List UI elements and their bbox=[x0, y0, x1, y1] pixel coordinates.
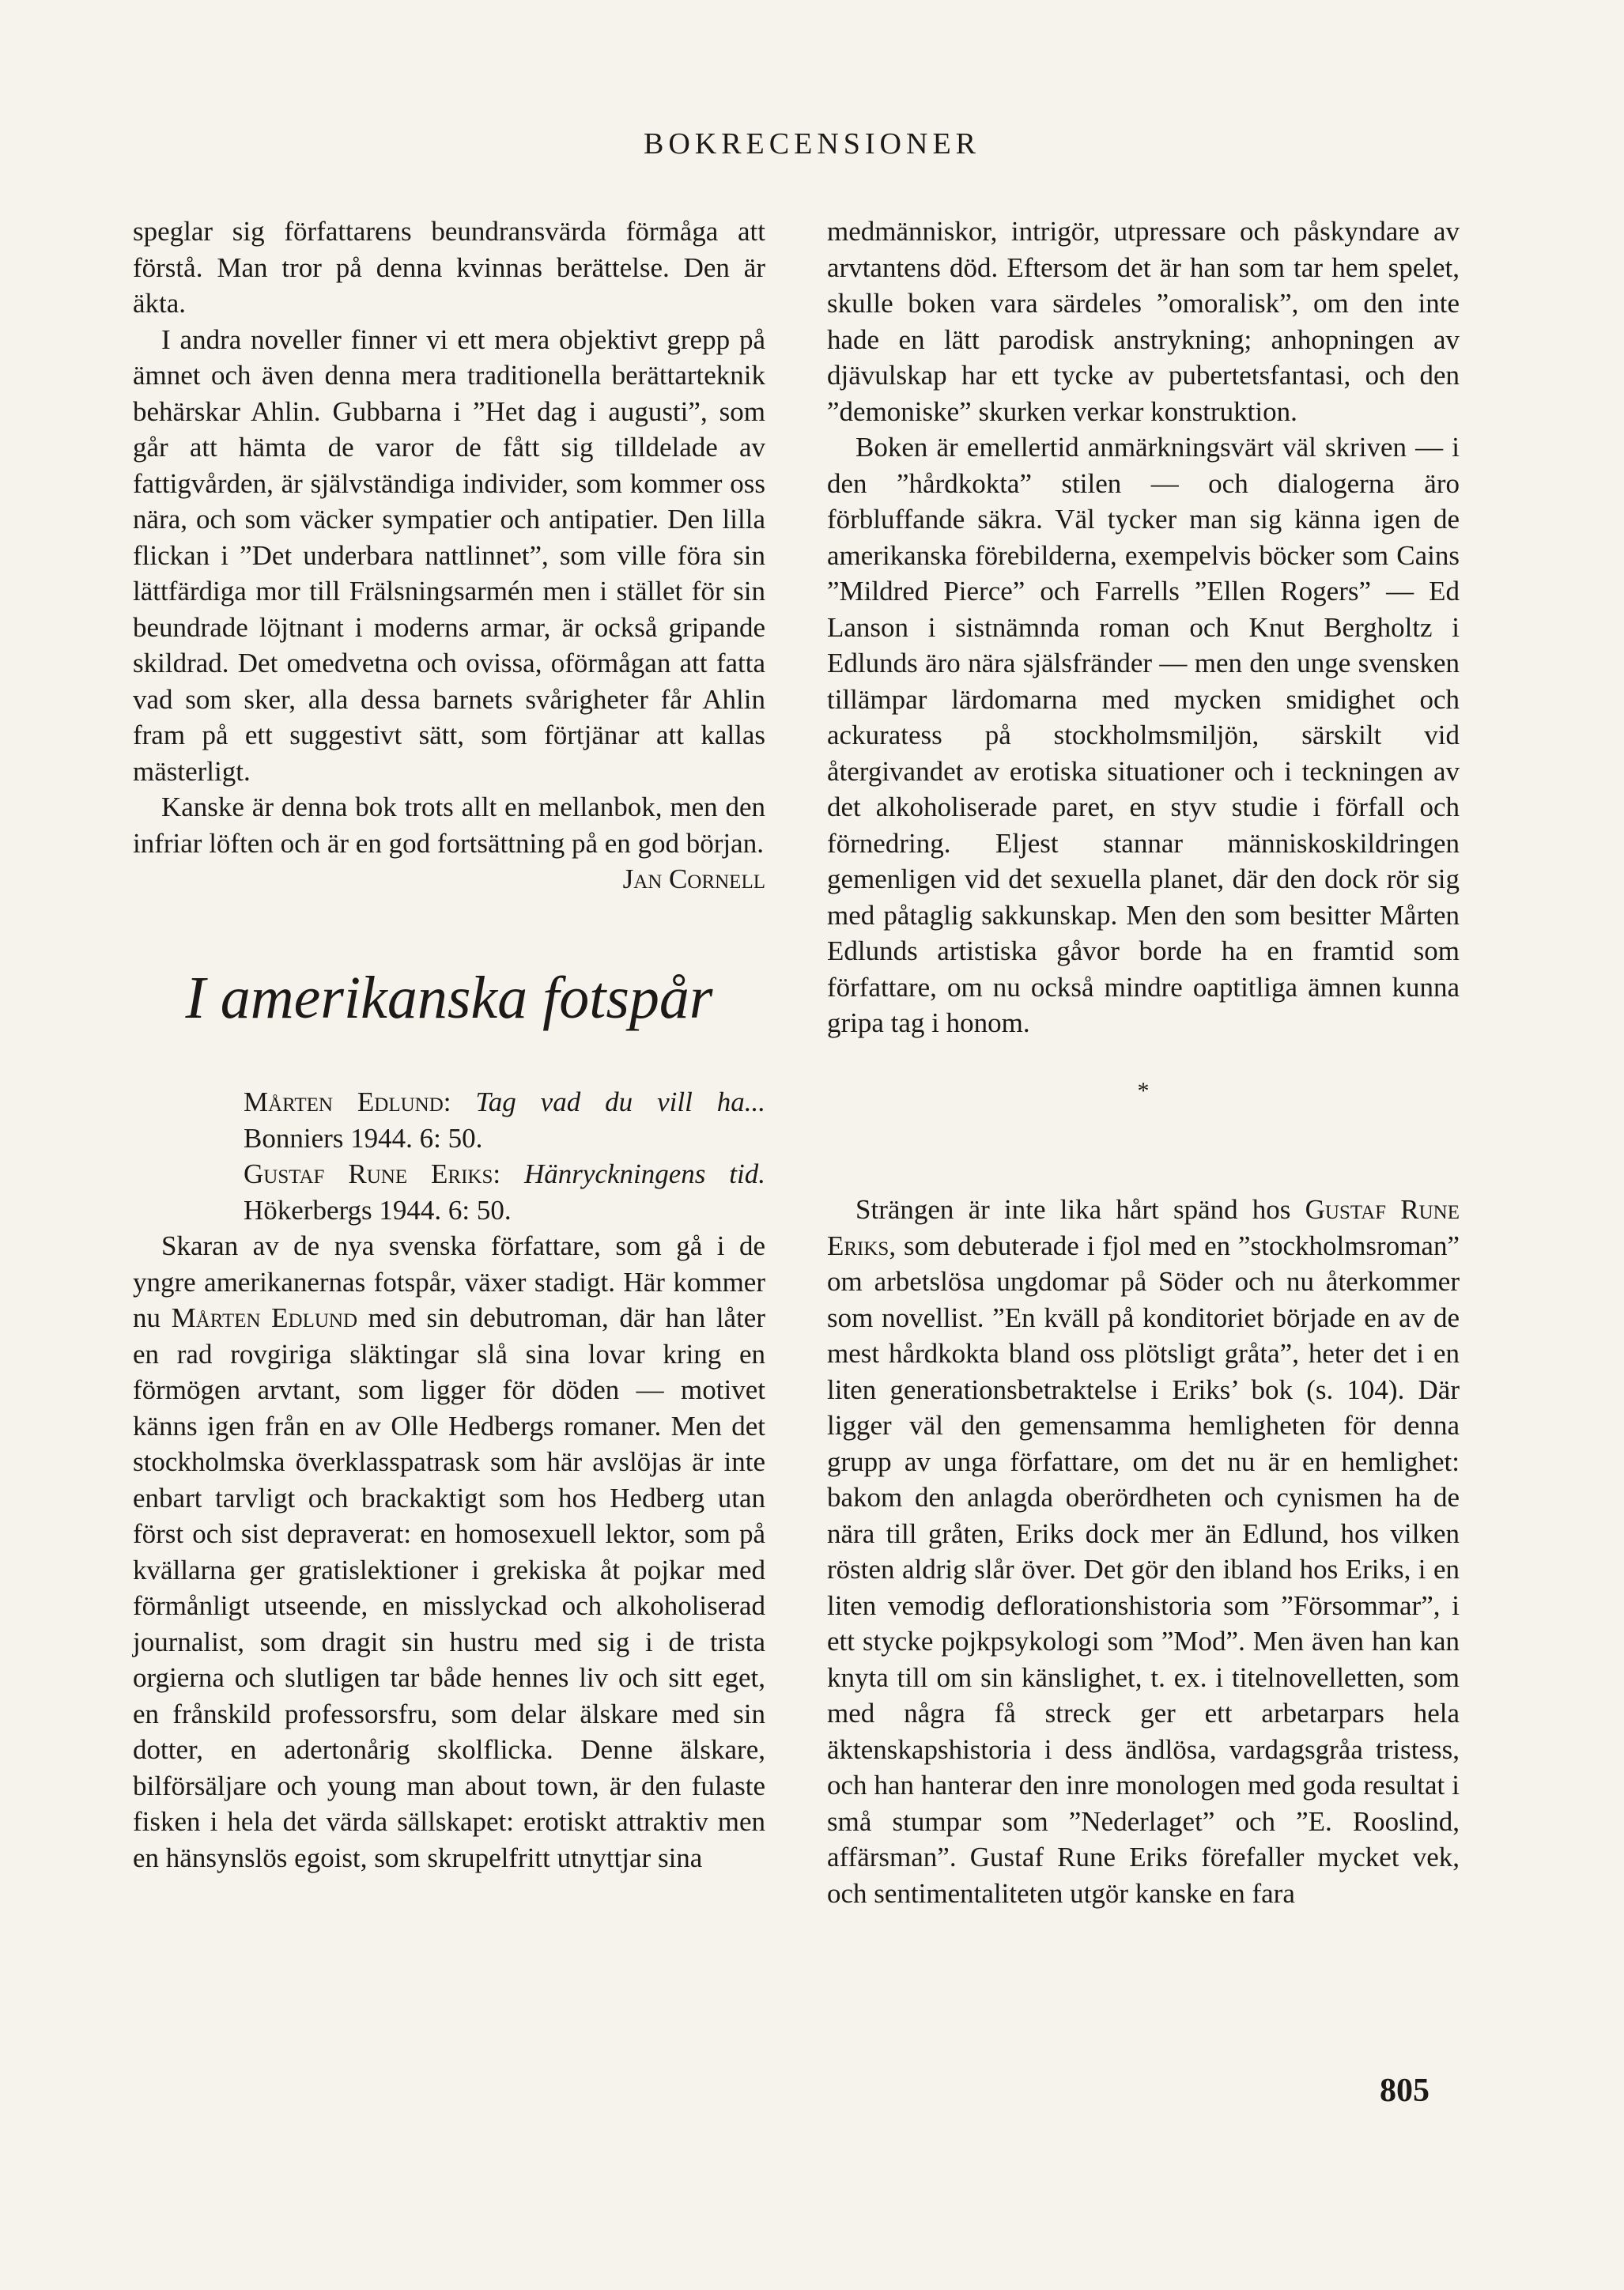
paragraph: I andra noveller finner vi ett mera objektivt grepp på ämnet och även denna mera traditionella berättarteknik behärskar Ahlin. Gubbarna i ”Het dag i augusti”, som går att hämta de varor de fått sig tilldelade av fattigvården, är självständiga individer, som kommer oss nära, och som väcker sympatier och antipatier. Den lilla flickan i ”Det underbara nattlinnet”, som ville föra sin lättfärdiga mor till Frälsningsarmén men i stället för sin beundrade löjtnant i moderns armar, är också gripande skildrad. Det omedvetna och ovissa, oförmågan att fatta vad som sker, alla dessa barnets svårigheter får Ahlin fram på ett suggestivt sätt, som förtjänar att kallas mästerligt. bbox=[133, 323, 765, 787]
book-title: Hänryckningens tid. bbox=[524, 1158, 765, 1189]
author-name: Gustaf Rune Eriks bbox=[827, 1194, 1460, 1261]
book-title: Tag vad du vill ha... bbox=[475, 1086, 765, 1117]
paragraph: Boken är emellertid anmärkningsvärt väl skriven — i den ”hårdkokta” stilen — och dialogerna äro förbluffande säkra. Väl tycker man sig känna igen de amerikanska förebilderna, exempelvis böcker som Cains ”Mildred Pierce” och Farrells ”Ellen Rogers” — Ed Lanson i sistnämnda roman och Knut Bergholtz i Edlunds äro nära själsfränder — men den unge svensken tillämpar lärdomarna med mycken smidighet och ackuratess på stockholmsmiljön, särskilt vid återgivandet av erotiska situationer och i teckningen av det alkoholiserade paret, en styv studie i förfall och förnedring. Eljest stannar människoskildringen gemenligen vid det sexuella planet, där den dock rör sig med påtaglig sakkunskap. Men den som besitter Mårten Edlunds artistiska gåvor borde ha en framtid som författare, om nu också mindre oaptitliga ämnen kunna gripa tag i honom. bbox=[827, 432, 1460, 1038]
book-publisher: Hökerbergs 1944. 6: 50. bbox=[244, 1194, 512, 1226]
running-header: BOKRECENSIONER bbox=[643, 127, 981, 161]
paragraph: medmänniskor, intrigör, utpressare och påskyndare av arvtantens död. Eftersom det är han som tar hem spelet, skulle boken vara särdeles ”omoralisk”, om den inte hade en lätt parodisk anstrykning; anhopningen av djävulskap har ett tycke av pubertetsfantasi, och den ”demoniske” skurken verkar konstruktion. bbox=[827, 216, 1460, 427]
review-heading: I amerikanska fotspår bbox=[185, 965, 713, 1031]
paragraph: Strängen är inte lika hårt spänd hos Gustaf Rune Eriks, som debuterade i fjol med en ”stockholmsroman” om arbetslösa ungdomar på Söder och nu återkommer som novellist. ”En kväll på konditoriet började en av de mest hårdkokta bland oss plötsligt gråta”, heter det i en liten generationsbetraktelse i Eriks’ bok (s. 104). Där ligger väl den gemensamma hemligheten för denna grupp av unga författare, om det nu är en hemlighet: bakom den anlagda oberördheten och cynismen ha de nära till gråten, Eriks dock mer än Edlund, hos vilken rösten aldrig slår över. Det gör den ibland hos Eriks, i en liten vemodig deflorationshistoria som ”Försommar”, i ett stycke pojkpsykologi som ”Mod”. Men även han kan knyta till om sin känslighet, t. ex. i titelnovelletten, som med några få streck ger ett arbetarpars hela äktenskapshistoria i dess ändlösa, vardagsgråa tristess, och han hanterar den inre monologen med goda resultat i små stumpar som ”Nederlaget” och ”E. Rooslind, affärsman”. Gustaf Rune Eriks förefaller mycket vek, och sentimentaliteten utgör kanske en fara bbox=[827, 1194, 1460, 1909]
page-number: 805 bbox=[1380, 2073, 1429, 2109]
bibliographic-entry: Mårten Edlund: Tag vad du vill ha... Bonniers 1944. 6: 50. bbox=[244, 1086, 765, 1154]
bibliographic-entry: Gustaf Rune Eriks: Hänryckningens tid. Hökerbergs 1944. 6: 50. bbox=[244, 1158, 765, 1226]
paragraph: Skaran av de nya svenska författare, som gå i de yngre amerikanernas fotspår, växer stadigt. Här kommer nu Mårten Edlund med sin debutroman, där han låter en rad rovgiriga släktingar slå sina lovar kring en förmögen arvtant, som ligger för döden — motivet känns igen från en av Olle Hedbergs romaner. Men det stockholmska överklasspatrask som här avslöjas är inte enbart tarvligt och brackaktigt som hos Hedberg utan först och sist depraverat: en homosexuell lektor, som på kvällarna ger gratislektioner i grekiska åt pojkar med förmånligt utseende, en misslyckad och alkoholiserad journalist, som dragit sin hustru med sig i de trista orgierna och slutligen tar både hennes liv och sitt eget, en frånskild professorsfru, som delar älskare med sin dotter, en adertonårig skolflicka. Denne älskare, bilförsäljare och young man about town, är den fulaste fisken i hela det värda sällskapet: erotiskt attraktiv men en hänsynslös egoist, som skrupelfritt utnyttjar sina bbox=[133, 1230, 765, 1873]
paragraph bbox=[133, 789, 765, 894]
author-name: Mårten Edlund bbox=[171, 1302, 357, 1333]
book-publisher: Bonniers 1944. 6: 50. bbox=[244, 1122, 483, 1154]
paragraph-text: Kanske är denna bok trots allt en mellanbok, men den infriar löften och är en god fortsättning på en god början. bbox=[133, 792, 765, 859]
book-author: Mårten Edlund bbox=[244, 1086, 444, 1117]
section-separator: * bbox=[1137, 1077, 1150, 1104]
book-author: Gustaf Rune Eriks bbox=[244, 1158, 493, 1189]
paragraph: speglar sig författarens beundransvärda förmåga att förstå. Man tror på denna kvinnas berättelse. Den är äkta. bbox=[133, 216, 765, 319]
left-column bbox=[133, 214, 765, 1876]
right-column bbox=[827, 214, 1460, 1911]
reviewer-signature: Jan Cornell bbox=[622, 863, 765, 894]
